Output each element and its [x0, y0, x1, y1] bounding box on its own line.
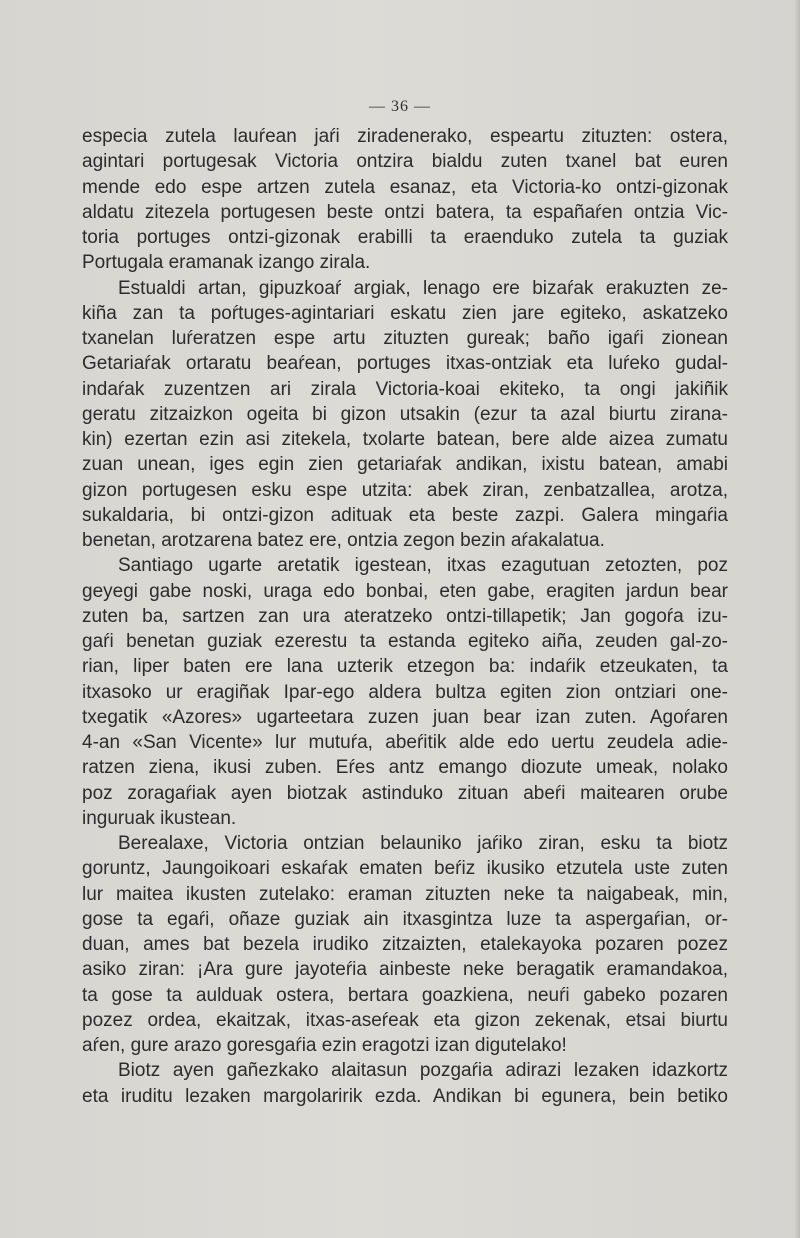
text-line: geyegi gabe noski, uraga edo bonbai, eten gabe, eragiten jardun bear — [82, 580, 728, 602]
text-line: aŕen, gure arazo goresgaŕia ezin eragotzi izan digutelako! — [82, 1035, 567, 1056]
text-line: zuan unean, iges egin zien getariaŕak andikan, ixistu batean, amabi — [82, 454, 728, 476]
text-line: Berealaxe, Victoria ontzian belauniko jaŕiko ziran, esku ta biotz — [118, 833, 728, 854]
text-line: asiko ziran: ¡Ara gure jayoteŕia ainbeste neke beragatik eramandakoa, — [82, 959, 728, 981]
text-line: benetan, arotzarena batez ere, ontzia zegon bezin aŕakalatua. — [82, 530, 605, 551]
body-text — [82, 124, 728, 1109]
text-line: itxasoko ur eragiñak Ipar-ego aldera bultza egiten zion ontziari one- — [82, 681, 728, 703]
text-line: gizon portugesen esku espe utzita: abek ziran, zenbatzallea, arotza, — [82, 479, 728, 501]
text-line: gaŕi benetan guziak ezerestu ta estanda egiteko aiña, zeuden gal-zo- — [82, 631, 728, 652]
text-line: duan, ames bat bezela irudiko zitzaizten, etalekayoka pozaren pozez — [82, 934, 728, 955]
text-line: txegatik «Azores» ugarteetara zuzen juan bear izan zuten. Agoŕaren — [82, 706, 728, 728]
text-line: Portugala eramanak izango zirala. — [82, 252, 371, 274]
text-line: zuten ba, sartzen zan ura ateratzeko ontzi-tillapetik; Jan gogoŕa izu- — [82, 605, 728, 627]
text-line: Getariaŕak ortaratu beaŕean, portuges itxas-ontziak eta luŕeko gudal- — [82, 353, 728, 375]
text-line: especia zutela lauŕean jaŕi ziradenerako, espeartu zituzten: ostera, — [82, 126, 728, 147]
text-line: inguruak ikustean. — [82, 807, 237, 829]
text-line: txanelan luŕeratzen espe artu zituzten gureak; baño igaŕi zionean — [82, 328, 728, 349]
text-line: mende edo espe artzen zutela esanaz, eta Victoria-ko ontzi-gizonak — [82, 176, 728, 198]
text-line: Santiago ugarte aretatik igestean, itxas ezagutuan zetozten, poz — [118, 555, 728, 577]
text-line: agintari portugesak Victoria ontzira bialdu zuten txanel bat euren — [82, 151, 728, 173]
text-line: ratzen ziena, ikusi zuben. Eŕes antz emango diozute umeak, nolako — [82, 757, 728, 779]
text-line: ta gose ta aulduak ostera, bertara goazkiena, neuŕi gabeko pozaren — [82, 984, 728, 1006]
text-line: rian, liper baten ere lana uzterik etzegon ba: indaŕik etzeukaten, ta — [82, 656, 728, 678]
text-line: sukaldaria, bi ontzi-gizon adituak eta beste zazpi. Galera mingaŕia — [82, 504, 728, 526]
text-line: kiña zan ta poŕtuges-agintariari eskatu zien jare egiteko, askatzeko — [82, 302, 728, 324]
text-line: pozez ordea, ekaitzak, itxas-aseŕeak eta gizon zekenak, etsai biurtu — [82, 1009, 728, 1031]
text-line: toria portuges ontzi-gizonak erabilli ta eraenduko zutela ta guziak — [82, 227, 728, 248]
text-line: Biotz ayen gañezkako alaitasun pozgaŕia adirazi lezaken idazkortz — [118, 1060, 728, 1082]
text-line: kin) ezertan ezin asi zitekela, txolarte batean, bere alde aizea zumatu — [82, 429, 728, 450]
text-line: geratu zitzaizkon ogeita bi gizon utsakin (ezur ta azal biurtu zirana- — [82, 403, 728, 425]
text-line: goruntz, Jaungoikoari eskaŕak ematen beŕiz ikusiko etzutela uste zuten — [82, 858, 728, 880]
text-line: gose ta egaŕi, oñaze guziak ain itxasgintza luze ta aspergaŕian, or- — [82, 908, 728, 930]
text-line: indaŕak zuzentzen ari zirala Victoria-koai ekiteko, ta ongi jakiñik — [82, 378, 728, 400]
page-edge-shadow — [794, 0, 800, 1238]
text-line: eta iruditu lezaken margolaririk ezda. Andikan bi egunera, bein betiko — [82, 1085, 728, 1107]
page-number: — 36 — — [369, 98, 431, 115]
text-line: poz zoragaŕiak ayen biotzak astinduko zituan abeŕi maitearen orube — [82, 782, 728, 804]
text-line: aldatu zitezela portugesen beste ontzi batera, ta españaŕen ontzia Vic- — [82, 201, 728, 223]
text-line: Estualdi artan, gipuzkoaŕ argiak, lenago ere bizaŕak erakuzten ze- — [118, 277, 728, 299]
text-line: lur maitea ikusten zutelako: eraman zituzten neke ta naigabeak, min, — [82, 883, 728, 905]
text-line: 4-an «San Vicente» lur mutuŕa, abeŕitik alde edo uertu zeudela adie- — [82, 732, 728, 753]
